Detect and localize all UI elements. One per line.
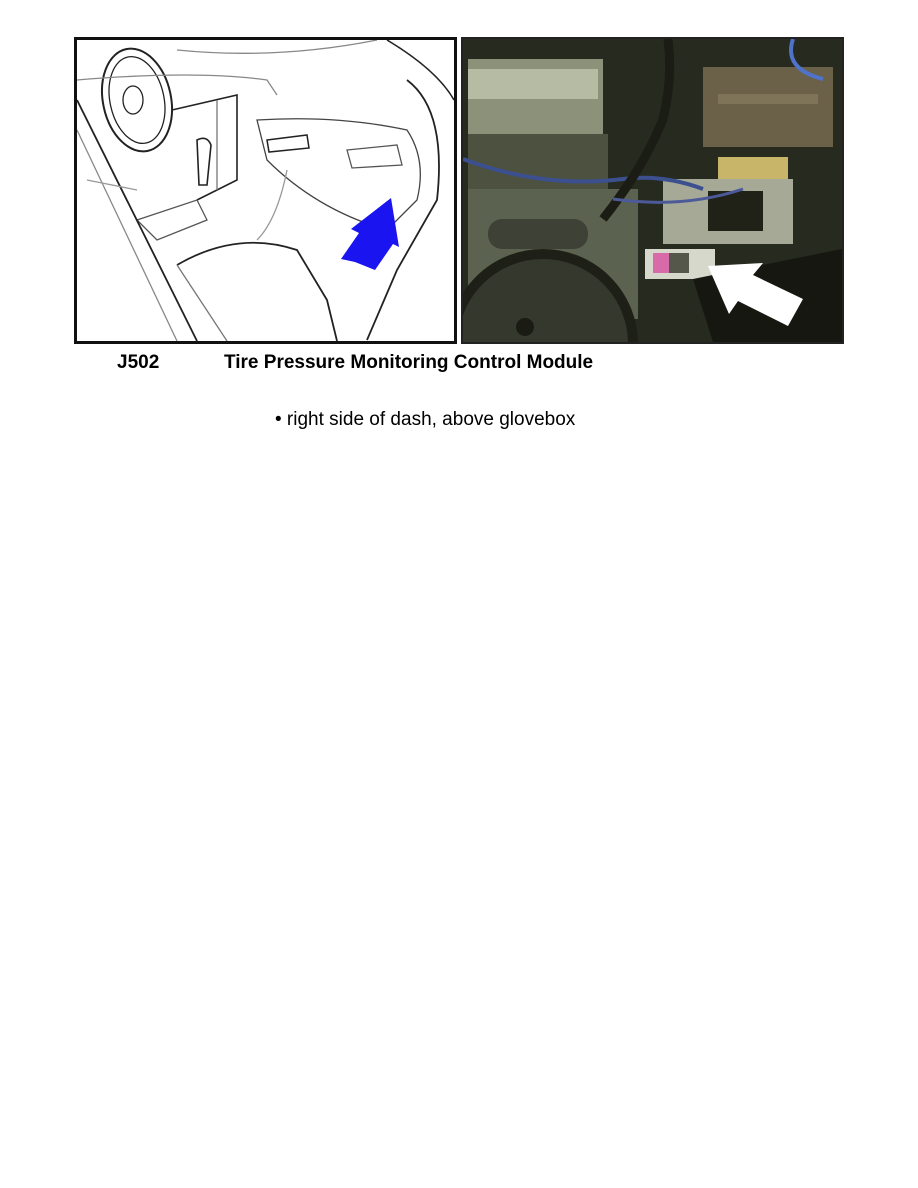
- component-code: J502: [117, 352, 160, 373]
- interior-line-drawing: [74, 37, 457, 344]
- module-location-photo: [461, 37, 844, 344]
- dashboard-illustration: [77, 40, 454, 341]
- location-note: • right side of dash, above glovebox: [275, 409, 576, 430]
- component-name: Tire Pressure Monitoring Control Module: [224, 352, 594, 373]
- arrow-up-right-icon: [341, 198, 399, 270]
- engine-bay-photo: [463, 39, 842, 342]
